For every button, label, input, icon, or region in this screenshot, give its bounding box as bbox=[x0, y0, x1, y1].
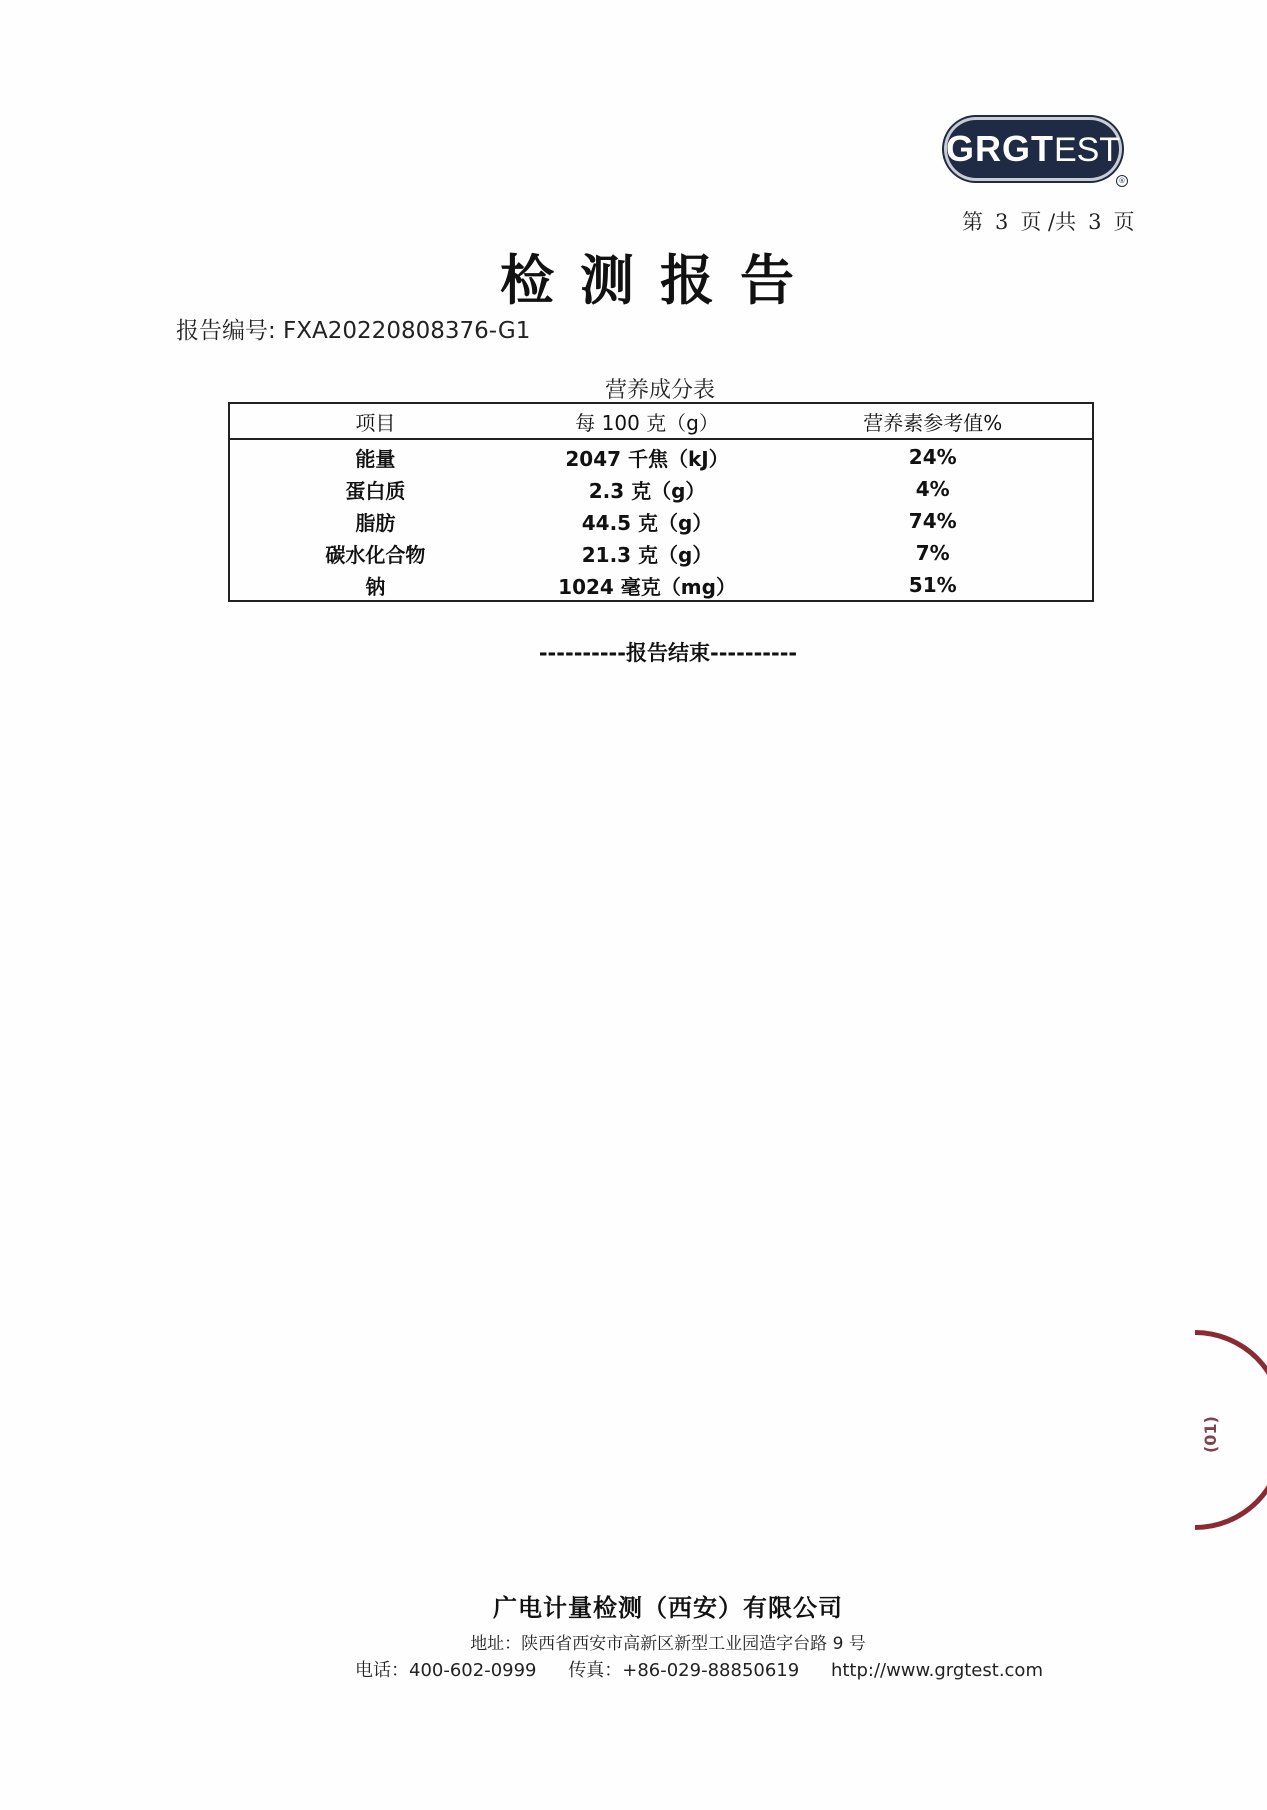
page-number: 第 3 页 /共 3 页 bbox=[962, 210, 1135, 234]
grgtest-logo bbox=[944, 117, 1126, 185]
table-title: 营养成分表 bbox=[604, 378, 715, 403]
report-end-marker: ----------报告结束---------- bbox=[538, 641, 798, 665]
report-number: 报告编号: FXA20220808376-G1 bbox=[176, 318, 531, 344]
row-amount: 2.3 克（g） bbox=[588, 478, 706, 503]
nutrition-table bbox=[228, 402, 1094, 602]
seal-stamp bbox=[1195, 1330, 1267, 1530]
table-row bbox=[230, 569, 1092, 601]
header-nrv: 营养素参考值% bbox=[863, 410, 1003, 435]
footer-address: 地址：陕西省西安市高新区新型工业园造字台路 9 号 bbox=[470, 1634, 866, 1654]
row-nrv: 4% bbox=[915, 477, 950, 501]
row-amount: 21.3 克（g） bbox=[581, 542, 713, 567]
row-amount: 44.5 克（g） bbox=[581, 510, 713, 535]
footer-fax: 传真：+86-029-88850619 bbox=[568, 1660, 800, 1681]
row-nrv: 7% bbox=[915, 541, 950, 565]
table-row bbox=[230, 441, 1092, 473]
row-nrv: 24% bbox=[908, 445, 957, 469]
stamp-text: (01) bbox=[1201, 1416, 1220, 1454]
logo-text: GRGTEST bbox=[945, 128, 1121, 169]
row-item: 蛋白质 bbox=[345, 478, 406, 503]
table-row bbox=[230, 537, 1092, 569]
page-title: 检测报告 bbox=[500, 248, 820, 312]
footer-website: http://www.grgtest.com bbox=[830, 1660, 1043, 1681]
footer-phone: 电话：400-602-0999 bbox=[355, 1660, 537, 1681]
row-item: 脂肪 bbox=[355, 510, 396, 535]
registered-mark: ® bbox=[1116, 175, 1128, 187]
row-item: 钠 bbox=[365, 574, 386, 599]
table-body bbox=[230, 440, 1092, 601]
row-nrv: 74% bbox=[908, 509, 957, 533]
table-row bbox=[230, 505, 1092, 537]
row-amount: 1024 毫克（mg） bbox=[558, 574, 736, 599]
table-header bbox=[230, 404, 1092, 440]
header-item: 项目 bbox=[355, 410, 396, 435]
row-nrv: 51% bbox=[908, 573, 957, 597]
row-item: 能量 bbox=[355, 446, 396, 471]
row-amount: 2047 千焦（kJ） bbox=[565, 446, 729, 471]
header-per-100g: 每 100 克（g） bbox=[575, 410, 719, 435]
table-row bbox=[230, 473, 1092, 505]
footer-company: 广电计量检测（西安）有限公司 bbox=[493, 1594, 843, 1622]
footer-contact bbox=[355, 1656, 1069, 1682]
row-item: 碳水化合物 bbox=[325, 542, 426, 567]
